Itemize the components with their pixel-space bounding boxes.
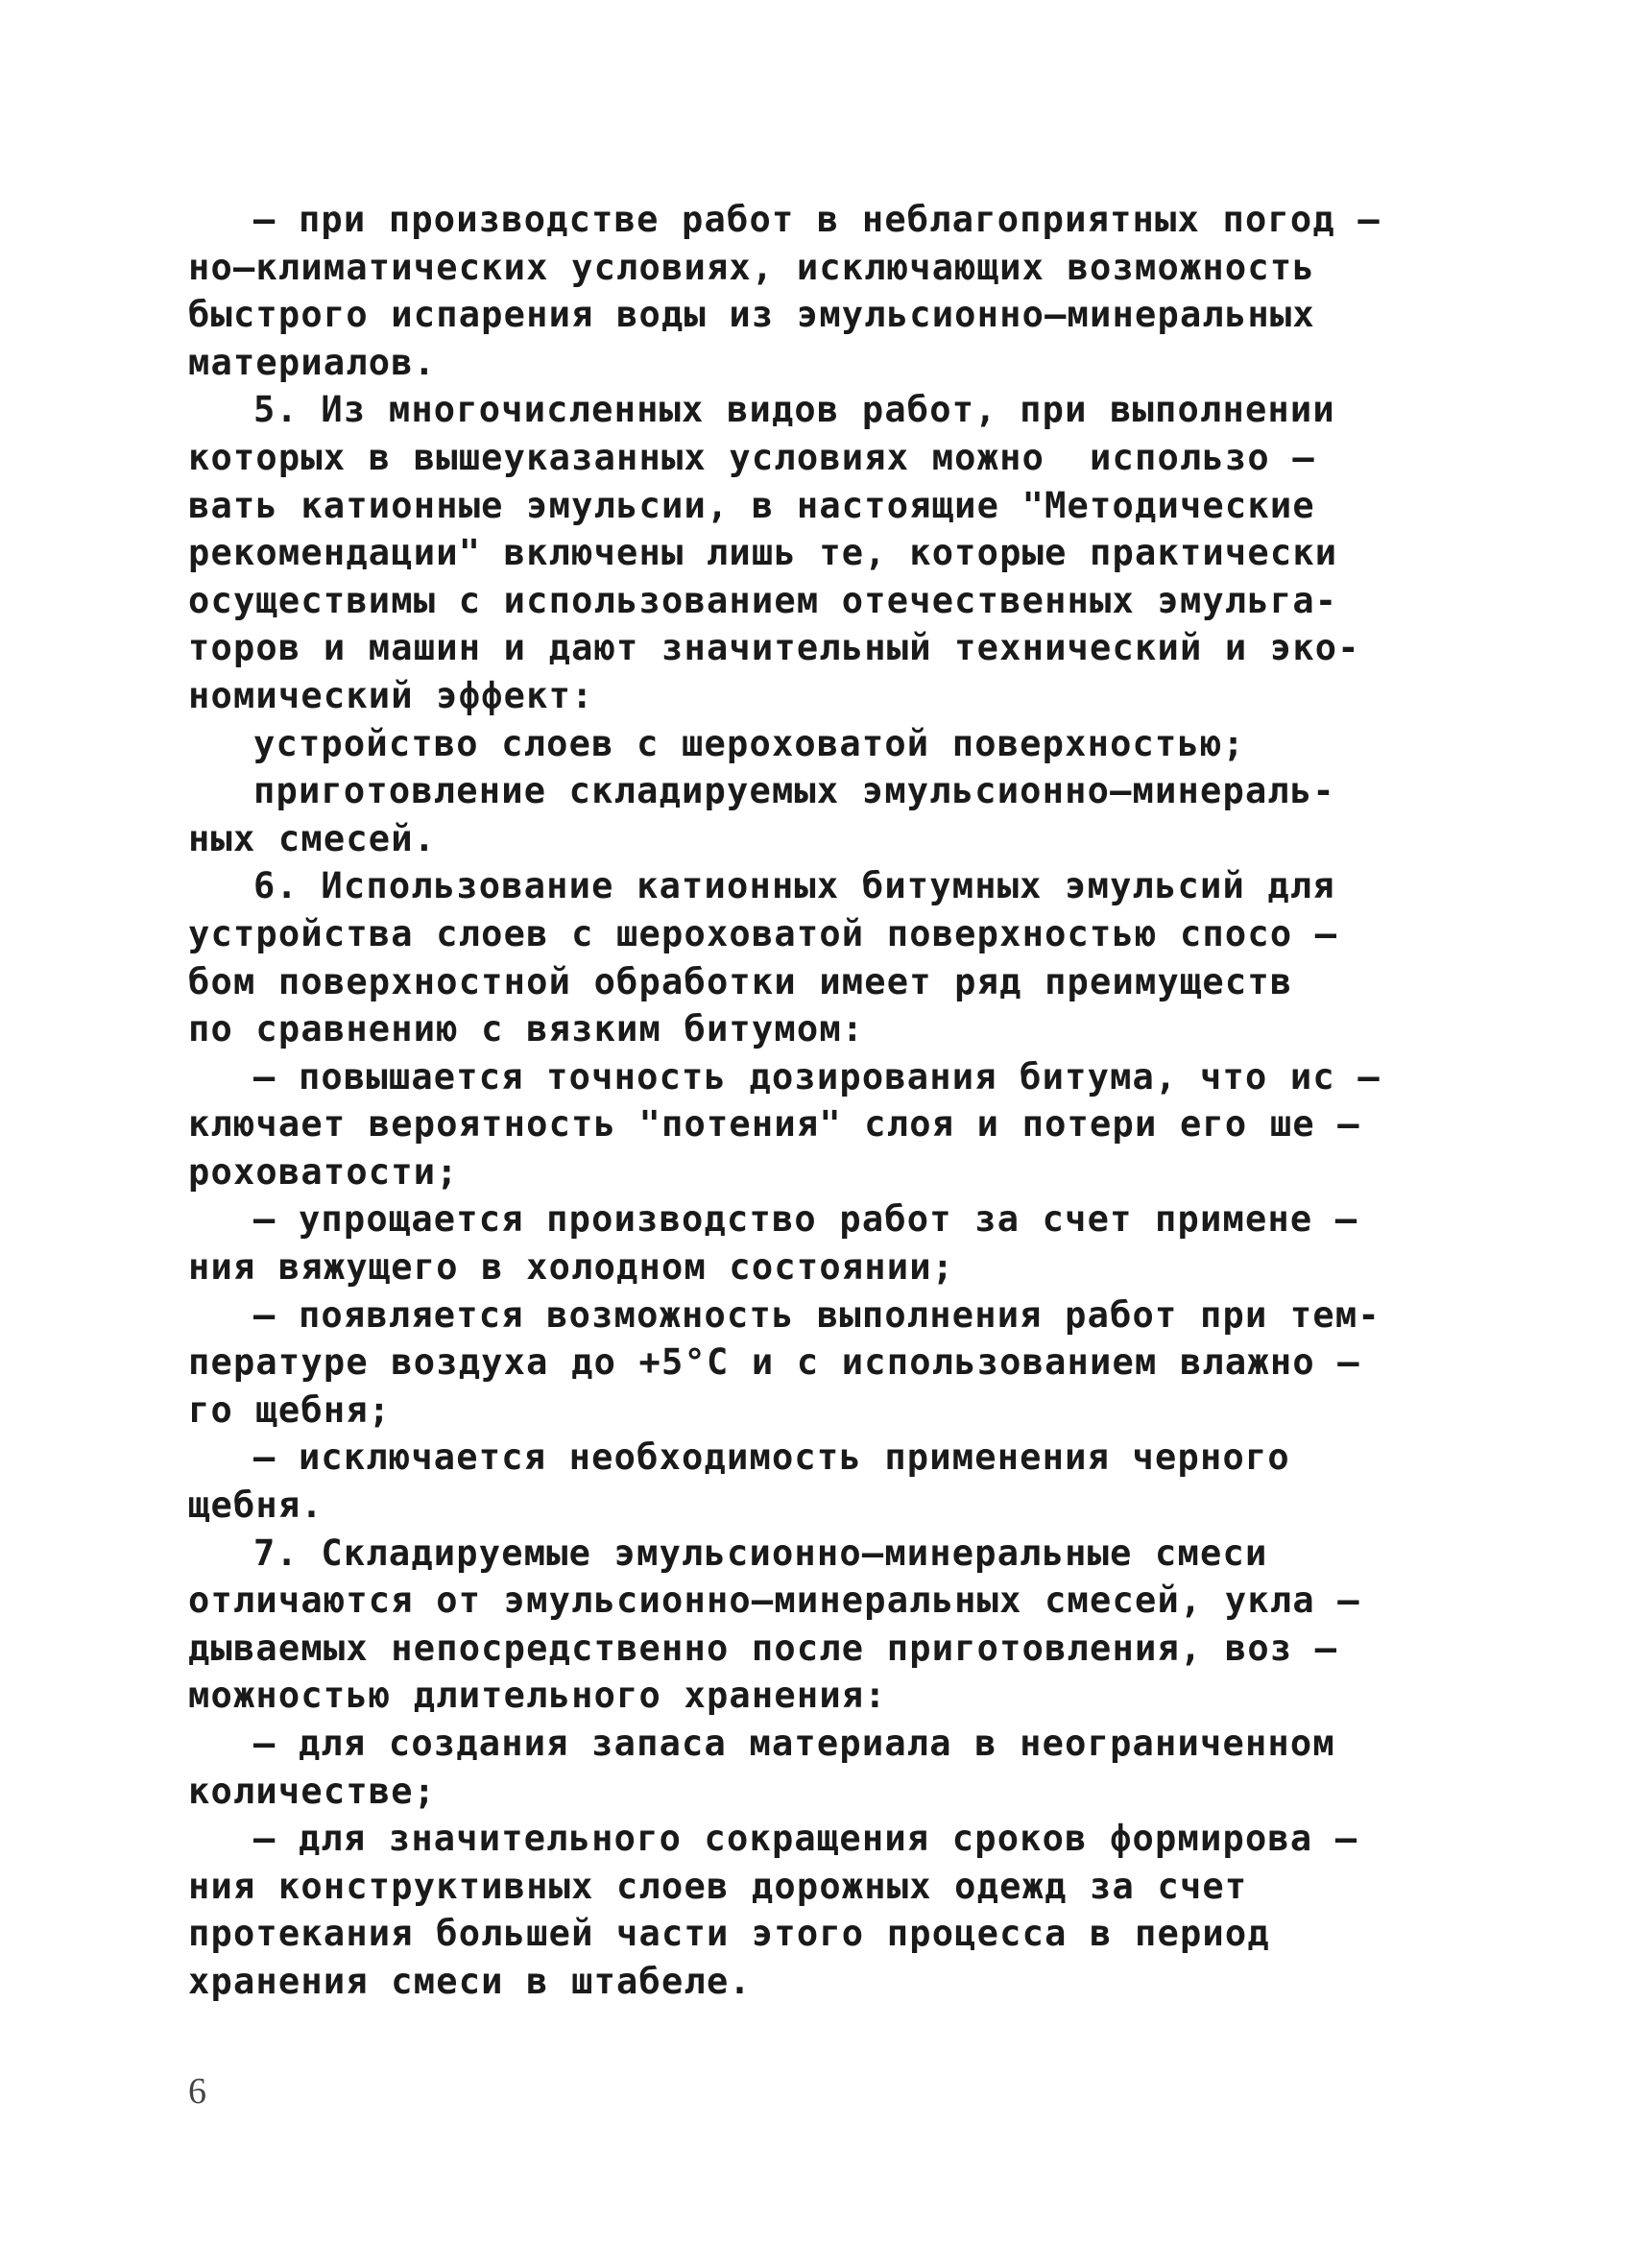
text-line: – исключается необходимость применения черного	[253, 1436, 1290, 1479]
text-line: – при производстве работ в неблагоприятных погод –	[253, 199, 1381, 240]
text-line: 6. Использование катионных битумных эмульсий для	[253, 865, 1335, 907]
text-line: – упрощается производство работ за счет примене –	[253, 1198, 1358, 1241]
text-line: роховатости;	[188, 1150, 459, 1193]
text-line: ния конструктивных слоев дорожных одежд за счет	[188, 1865, 1248, 1907]
text-line: по сравнению с вязким битумом:	[188, 1008, 865, 1050]
text-line: приготовление складируемых эмульсионно–минераль-	[253, 770, 1335, 812]
text-line: но–климатических условиях, исключающих возможность	[188, 246, 1315, 288]
text-line: ключает вероятность "потения" слоя и потери его ше –	[188, 1103, 1360, 1146]
text-line: ния вяжущего в холодном состоянии;	[188, 1246, 955, 1289]
text-line: хранения смеси в штабеле.	[188, 1960, 752, 2002]
text-line: 7. Складируемые эмульсионно–минеральные смеси	[253, 1532, 1268, 1574]
text-line: рекомендации" включены лишь те, которые практически	[188, 532, 1338, 574]
text-line: – для создания запаса материала в неограниченном	[253, 1723, 1335, 1764]
text-line: ных смесей.	[188, 817, 437, 859]
text-line: быстрого испарения воды из эмульсионно–минеральных	[188, 294, 1315, 336]
text-line: дываемых непосредственно после приготовления, воз –	[188, 1627, 1338, 1669]
text-line: бом поверхностной обработки имеет ряд преимуществ	[188, 960, 1293, 1002]
text-line: го щебня;	[188, 1388, 392, 1431]
text-line: которых в вышеуказанных условиях можно использо –	[188, 436, 1315, 478]
text-line: устройства слоев с шероховатой поверхностью спосо –	[188, 912, 1338, 954]
text-line: – появляется возможность выполнения работ при тем-	[253, 1293, 1381, 1336]
text-line: – для значительного сокращения сроков формирова –	[253, 1818, 1358, 1860]
page-text	[188, 196, 1436, 2006]
text-line: можностью длительного хранения:	[188, 1675, 887, 1717]
text-line: номический эффект:	[188, 674, 594, 716]
text-line: материалов.	[188, 341, 437, 383]
text-line: – повышается точность дозирования битума, что ис –	[253, 1055, 1381, 1098]
text-line: протекания большей части этого процесса в период	[188, 1913, 1270, 1955]
text-line: щебня.	[188, 1484, 324, 1527]
text-line: 5. Из многочисленных видов работ, при выполнении	[253, 389, 1335, 431]
text-line: количестве;	[188, 1770, 437, 1812]
text-line: вать катионные эмульсии, в настоящие "Методические	[188, 484, 1315, 526]
text-line: устройство слоев с шероховатой поверхностью;	[253, 722, 1245, 764]
text-line: отличаются от эмульсионно–минеральных смесей, укла –	[188, 1580, 1360, 1622]
page-number: 6	[188, 2071, 206, 2111]
text-line: пературе воздуха до +5°С и с использованием влажно –	[188, 1341, 1360, 1384]
text-line: осуществимы с использованием отечественных эмульга-	[188, 579, 1338, 621]
text-line: торов и машин и дают значительный технический и эко-	[188, 627, 1360, 669]
